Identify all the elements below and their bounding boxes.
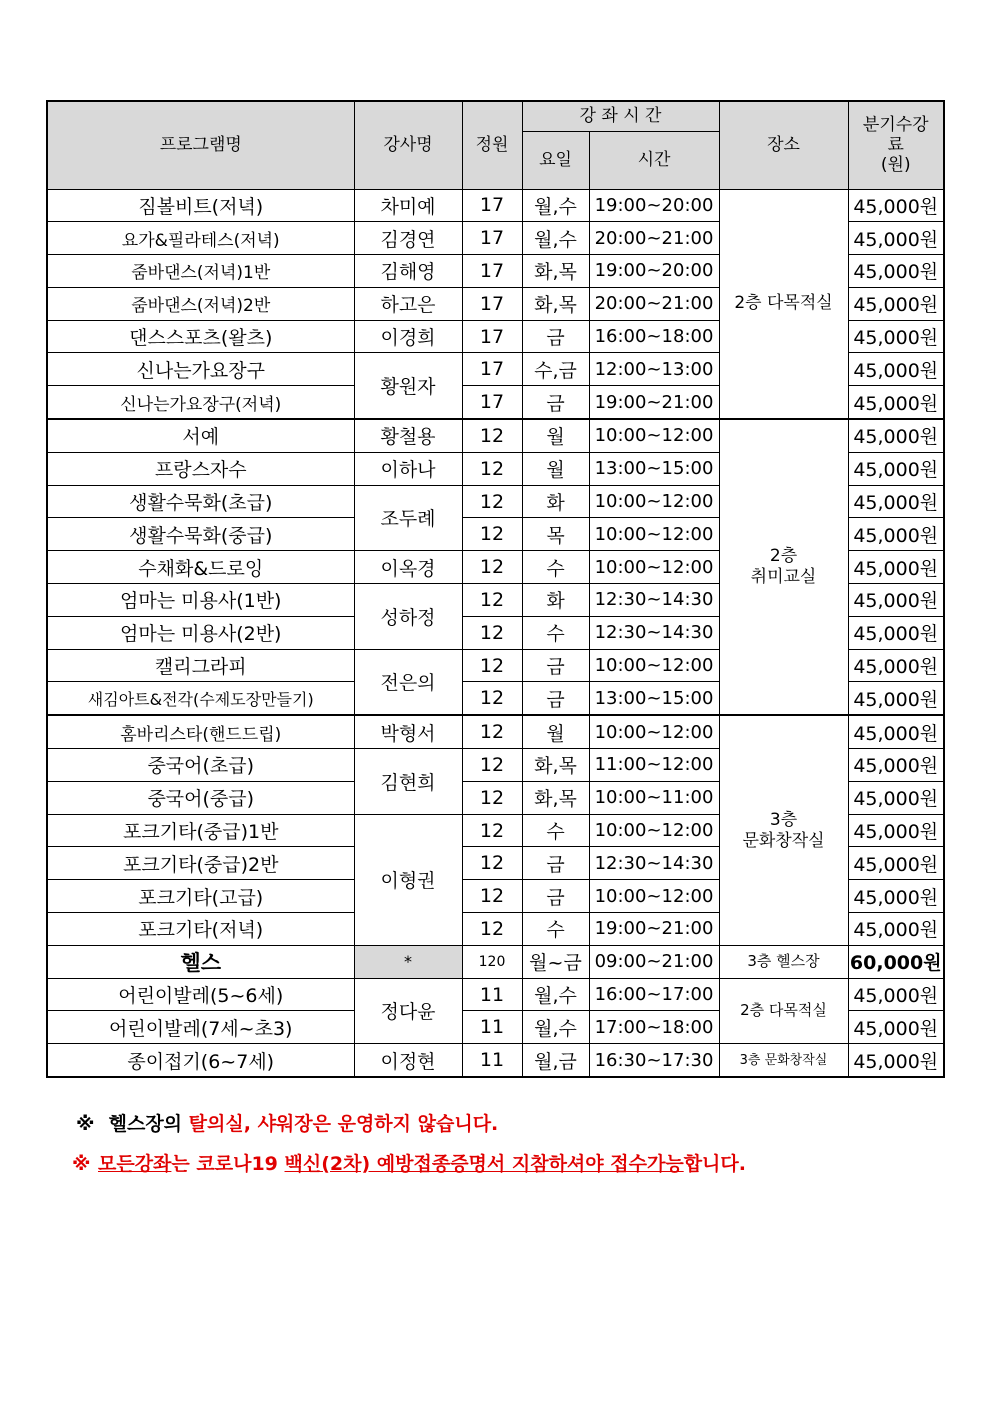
teacher-cell: 조두례 xyxy=(354,485,462,551)
capacity-cell: 12 xyxy=(462,847,522,880)
fee-cell: 45,000원 xyxy=(848,419,944,452)
time-cell: 10:00~12:00 xyxy=(589,419,719,452)
day-cell: 월,수 xyxy=(522,1011,589,1044)
program-cell: 헬스 xyxy=(47,945,354,978)
time-cell: 12:30~14:30 xyxy=(589,584,719,617)
capacity-cell: 12 xyxy=(462,715,522,748)
time-cell: 10:00~12:00 xyxy=(589,649,719,682)
day-cell: 월~금 xyxy=(522,945,589,978)
program-cell: 어린이발레(5~6세) xyxy=(47,978,354,1011)
program-cell: 새김아트&전각(수제도장만들기) xyxy=(47,682,354,715)
fee-cell: 45,000원 xyxy=(848,320,944,353)
fee-cell: 45,000원 xyxy=(848,616,944,649)
program-cell: 요가&필라테스(저녁) xyxy=(47,222,354,255)
program-cell: 생활수묵화(중급) xyxy=(47,518,354,551)
fee-cell: 45,000원 xyxy=(848,551,944,584)
program-cell: 종이접기(6~7세) xyxy=(47,1044,354,1077)
time-cell: 12:30~14:30 xyxy=(589,616,719,649)
header-time-group: 강 좌 시 간 xyxy=(522,101,719,131)
header-fee-line1: 분기수강 xyxy=(862,115,929,136)
time-cell: 10:00~11:00 xyxy=(589,781,719,814)
capacity-cell: 17 xyxy=(462,287,522,320)
capacity-cell: 12 xyxy=(462,649,522,682)
program-cell: 댄스스포츠(왈츠) xyxy=(47,320,354,353)
note-line-1 xyxy=(76,1104,746,1144)
program-cell: 프랑스자수 xyxy=(47,452,354,485)
table-row xyxy=(47,1044,944,1077)
fee-cell: 45,000원 xyxy=(848,353,944,386)
header-fee-line2: 료 xyxy=(887,135,904,156)
fee-cell: 45,000원 xyxy=(848,222,944,255)
program-cell: 줌바댄스(저녁)1반 xyxy=(47,255,354,288)
time-cell: 10:00~12:00 xyxy=(589,485,719,518)
header-program: 프로그램명 xyxy=(47,101,354,189)
teacher-cell: 정다윤 xyxy=(354,978,462,1044)
program-cell: 생활수묵화(초급) xyxy=(47,485,354,518)
fee-cell: 45,000원 xyxy=(848,189,944,222)
table-row xyxy=(47,945,944,978)
fee-cell: 45,000원 xyxy=(848,255,944,288)
capacity-cell: 12 xyxy=(462,485,522,518)
table-row xyxy=(47,419,944,452)
time-cell: 13:00~15:00 xyxy=(589,682,719,715)
capacity-cell: 12 xyxy=(462,518,522,551)
teacher-cell: 차미예 xyxy=(354,189,462,222)
place-line: 3층 xyxy=(769,809,798,830)
notes xyxy=(72,1104,746,1184)
time-cell: 19:00~21:00 xyxy=(589,386,719,419)
program-cell: 어린이발레(7세~초3) xyxy=(47,1011,354,1044)
note-2-text: 는 코로나19 xyxy=(171,1153,285,1175)
time-cell: 19:00~20:00 xyxy=(589,189,719,222)
day-cell: 금 xyxy=(522,386,589,419)
day-cell: 화,목 xyxy=(522,781,589,814)
teacher-cell: 이하나 xyxy=(354,452,462,485)
note-2-subject: 모든강좌 xyxy=(98,1153,172,1175)
header-day: 요일 xyxy=(522,131,589,189)
program-cell: 짐볼비트(저녁) xyxy=(47,189,354,222)
capacity-cell: 12 xyxy=(462,551,522,584)
time-cell: 20:00~21:00 xyxy=(589,222,719,255)
day-cell: 월,수 xyxy=(522,978,589,1011)
time-cell: 10:00~12:00 xyxy=(589,880,719,913)
program-cell: 엄마는 미용사(1반) xyxy=(47,584,354,617)
teacher-cell: 이옥경 xyxy=(354,551,462,584)
program-cell: 포크기타(중급)1반 xyxy=(47,814,354,847)
header-time: 시간 xyxy=(589,131,719,189)
capacity-cell: 120 xyxy=(462,945,522,978)
program-cell: 홈바리스타(핸드드립) xyxy=(47,715,354,748)
time-cell: 11:00~12:00 xyxy=(589,749,719,782)
time-cell: 10:00~12:00 xyxy=(589,715,719,748)
time-cell: 09:00~21:00 xyxy=(589,945,719,978)
capacity-cell: 12 xyxy=(462,814,522,847)
time-cell: 12:00~13:00 xyxy=(589,353,719,386)
table-row xyxy=(47,189,944,222)
fee-cell: 60,000원 xyxy=(848,945,944,978)
teacher-cell: 이경희 xyxy=(354,320,462,353)
capacity-cell: 12 xyxy=(462,749,522,782)
day-cell: 화 xyxy=(522,485,589,518)
program-cell: 신나는가요장구(저녁) xyxy=(47,386,354,419)
time-cell: 16:00~17:00 xyxy=(589,978,719,1011)
teacher-cell: 전은의 xyxy=(354,649,462,715)
capacity-cell: 12 xyxy=(462,419,522,452)
fee-cell: 45,000원 xyxy=(848,518,944,551)
header-fee xyxy=(848,101,944,189)
capacity-cell: 12 xyxy=(462,452,522,485)
program-cell: 포크기타(저녁) xyxy=(47,913,354,946)
reference-mark-icon: ※ xyxy=(72,1153,91,1175)
fee-cell: 45,000원 xyxy=(848,814,944,847)
day-cell: 화,목 xyxy=(522,749,589,782)
fee-cell: 45,000원 xyxy=(848,715,944,748)
program-cell: 포크기타(중급)2반 xyxy=(47,847,354,880)
day-cell: 금 xyxy=(522,649,589,682)
capacity-cell: 12 xyxy=(462,584,522,617)
fee-cell: 45,000원 xyxy=(848,913,944,946)
fee-cell: 45,000원 xyxy=(848,452,944,485)
capacity-cell: 12 xyxy=(462,781,522,814)
day-cell: 월 xyxy=(522,452,589,485)
capacity-cell: 17 xyxy=(462,189,522,222)
place-cell: 2층 다목적실 xyxy=(719,978,848,1044)
program-cell: 중국어(중급) xyxy=(47,781,354,814)
note-2-emphasis: 백신(2차) 예방접종증명서 지참하셔야 접수가능 xyxy=(284,1153,684,1175)
teacher-cell: 이정현 xyxy=(354,1044,462,1077)
teacher-cell: 김해영 xyxy=(354,255,462,288)
program-cell: 서예 xyxy=(47,419,354,452)
fee-cell: 45,000원 xyxy=(848,749,944,782)
teacher-cell: 성하정 xyxy=(354,584,462,650)
fee-cell: 45,000원 xyxy=(848,386,944,419)
day-cell: 수 xyxy=(522,616,589,649)
capacity-cell: 17 xyxy=(462,222,522,255)
day-cell: 수 xyxy=(522,551,589,584)
teacher-cell: 김현희 xyxy=(354,749,462,815)
place-cell: 2층 다목적실 xyxy=(719,189,848,419)
day-cell: 금 xyxy=(522,880,589,913)
fee-cell: 45,000원 xyxy=(848,781,944,814)
fee-cell: 45,000원 xyxy=(848,978,944,1011)
header-fee-line3: (원) xyxy=(880,155,911,176)
header-teacher: 강사명 xyxy=(354,101,462,189)
time-cell: 19:00~20:00 xyxy=(589,255,719,288)
program-cell: 캘리그라피 xyxy=(47,649,354,682)
day-cell: 수 xyxy=(522,814,589,847)
program-cell: 줌바댄스(저녁)2반 xyxy=(47,287,354,320)
fee-cell: 45,000원 xyxy=(848,847,944,880)
place-cell xyxy=(719,419,848,715)
day-cell: 월,수 xyxy=(522,222,589,255)
teacher-cell: 박형서 xyxy=(354,715,462,748)
time-cell: 16:30~17:30 xyxy=(589,1044,719,1077)
place-line: 2층 xyxy=(769,546,798,567)
day-cell: 월 xyxy=(522,419,589,452)
day-cell: 화 xyxy=(522,584,589,617)
capacity-cell: 17 xyxy=(462,255,522,288)
fee-cell: 45,000원 xyxy=(848,880,944,913)
day-cell: 월,금 xyxy=(522,1044,589,1077)
reference-mark-icon: ※ xyxy=(76,1113,95,1135)
table-row xyxy=(47,978,944,1011)
program-cell: 수채화&드로잉 xyxy=(47,551,354,584)
fee-cell: 45,000원 xyxy=(848,1011,944,1044)
fee-cell: 45,000원 xyxy=(848,682,944,715)
program-cell: 엄마는 미용사(2반) xyxy=(47,616,354,649)
header-place: 장소 xyxy=(719,101,848,189)
place-line: 문화창작실 xyxy=(742,830,825,851)
day-cell: 월 xyxy=(522,715,589,748)
teacher-cell: 이형권 xyxy=(354,814,462,945)
day-cell: 월,수 xyxy=(522,189,589,222)
time-cell: 17:00~18:00 xyxy=(589,1011,719,1044)
teacher-cell: 김경연 xyxy=(354,222,462,255)
day-cell: 수,금 xyxy=(522,353,589,386)
time-cell: 10:00~12:00 xyxy=(589,551,719,584)
teacher-cell: 황원자 xyxy=(354,353,462,419)
capacity-cell: 12 xyxy=(462,682,522,715)
time-cell: 13:00~15:00 xyxy=(589,452,719,485)
day-cell: 금 xyxy=(522,682,589,715)
note-1-text: 탈의실, 샤워장은 운영하지 않습니다. xyxy=(188,1113,499,1135)
day-cell: 화,목 xyxy=(522,255,589,288)
time-cell: 10:00~12:00 xyxy=(589,814,719,847)
day-cell: 목 xyxy=(522,518,589,551)
day-cell: 금 xyxy=(522,847,589,880)
time-cell: 16:00~18:00 xyxy=(589,320,719,353)
schedule-table xyxy=(46,100,945,1078)
fee-cell: 45,000원 xyxy=(848,287,944,320)
day-cell: 수 xyxy=(522,913,589,946)
teacher-cell: * xyxy=(354,945,462,978)
table-row xyxy=(47,715,944,748)
teacher-cell: 하고은 xyxy=(354,287,462,320)
capacity-cell: 11 xyxy=(462,1044,522,1077)
capacity-cell: 12 xyxy=(462,880,522,913)
capacity-cell: 12 xyxy=(462,913,522,946)
teacher-cell: 황철용 xyxy=(354,419,462,452)
capacity-cell: 17 xyxy=(462,320,522,353)
fee-cell: 45,000원 xyxy=(848,584,944,617)
place-cell xyxy=(719,715,848,945)
place-cell: 3층 헬스장 xyxy=(719,945,848,978)
capacity-cell: 17 xyxy=(462,353,522,386)
capacity-cell: 11 xyxy=(462,978,522,1011)
day-cell: 화,목 xyxy=(522,287,589,320)
time-cell: 10:00~12:00 xyxy=(589,518,719,551)
capacity-cell: 17 xyxy=(462,386,522,419)
place-cell: 3층 문화창작실 xyxy=(719,1044,848,1077)
fee-cell: 45,000원 xyxy=(848,1044,944,1077)
fee-cell: 45,000원 xyxy=(848,649,944,682)
note-1-subject: 헬스장의 xyxy=(108,1113,183,1135)
program-cell: 포크기타(고급) xyxy=(47,880,354,913)
note-2-ending: 합니다. xyxy=(683,1153,746,1175)
place-line: 취미교실 xyxy=(750,567,817,588)
header-capacity: 정원 xyxy=(462,101,522,189)
note-line-2 xyxy=(72,1144,746,1184)
day-cell: 금 xyxy=(522,320,589,353)
program-cell: 신나는가요장구 xyxy=(47,353,354,386)
time-cell: 19:00~21:00 xyxy=(589,913,719,946)
fee-cell: 45,000원 xyxy=(848,485,944,518)
time-cell: 12:30~14:30 xyxy=(589,847,719,880)
program-cell: 중국어(초급) xyxy=(47,749,354,782)
capacity-cell: 12 xyxy=(462,616,522,649)
capacity-cell: 11 xyxy=(462,1011,522,1044)
time-cell: 20:00~21:00 xyxy=(589,287,719,320)
